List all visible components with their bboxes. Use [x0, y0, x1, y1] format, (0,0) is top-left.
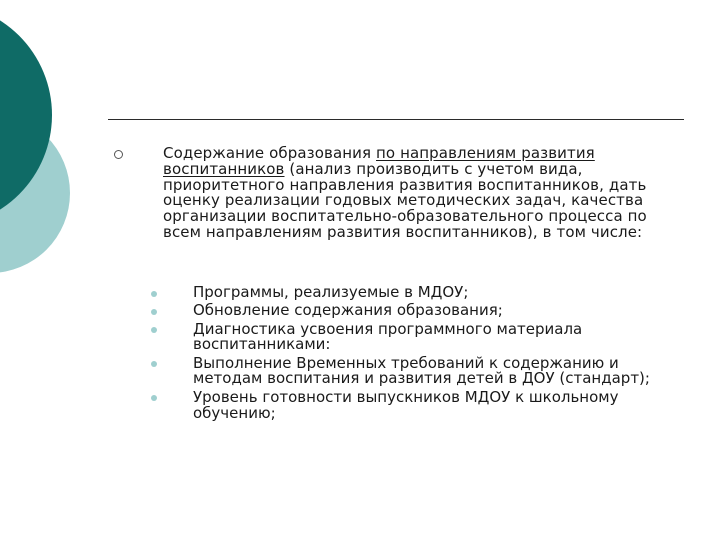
intro-paragraph [163, 146, 673, 241]
list-item-text: Программы, реализуемые в МДОУ; [193, 283, 469, 301]
list-item [150, 353, 690, 388]
bullet-dot-icon [151, 395, 157, 401]
list-item [150, 387, 690, 422]
sub-item-list [150, 285, 690, 424]
hollow-circle-bullet-icon [114, 150, 123, 159]
list-item-text: Диагностика усвоения программного материала воспитанниками: [193, 319, 583, 354]
decorative-circles [0, 0, 120, 300]
list-item [150, 285, 690, 301]
list-item-text: Обновление содержания образования; [193, 301, 503, 320]
bullet-dot-icon [151, 327, 157, 333]
list-item-text: Выполнение Временных требований к содержанию и методам воспитания и развития детей в ДОУ (стандарт); [193, 353, 650, 388]
list-item [150, 303, 690, 319]
intro-rest: (анализ производить с учетом вида, приоритетного направления развития воспитанников, дать оценку реализации годовых методических задач, качества организации воспитательно-образовательного процесса по всем направлениям развития воспитанников), в том числе: [163, 159, 647, 241]
bullet-dot-icon [151, 291, 157, 297]
bullet-dot-icon [151, 309, 157, 315]
intro-underlined: по направлениям развития воспитанников [163, 144, 595, 178]
list-item-text: Уровень готовности выпускников МДОУ к школьному обучению; [193, 387, 619, 422]
bullet-dot-icon [151, 361, 157, 367]
horizontal-rule [108, 119, 684, 120]
intro-lead: Содержание образования [163, 144, 377, 162]
list-item [150, 319, 690, 354]
